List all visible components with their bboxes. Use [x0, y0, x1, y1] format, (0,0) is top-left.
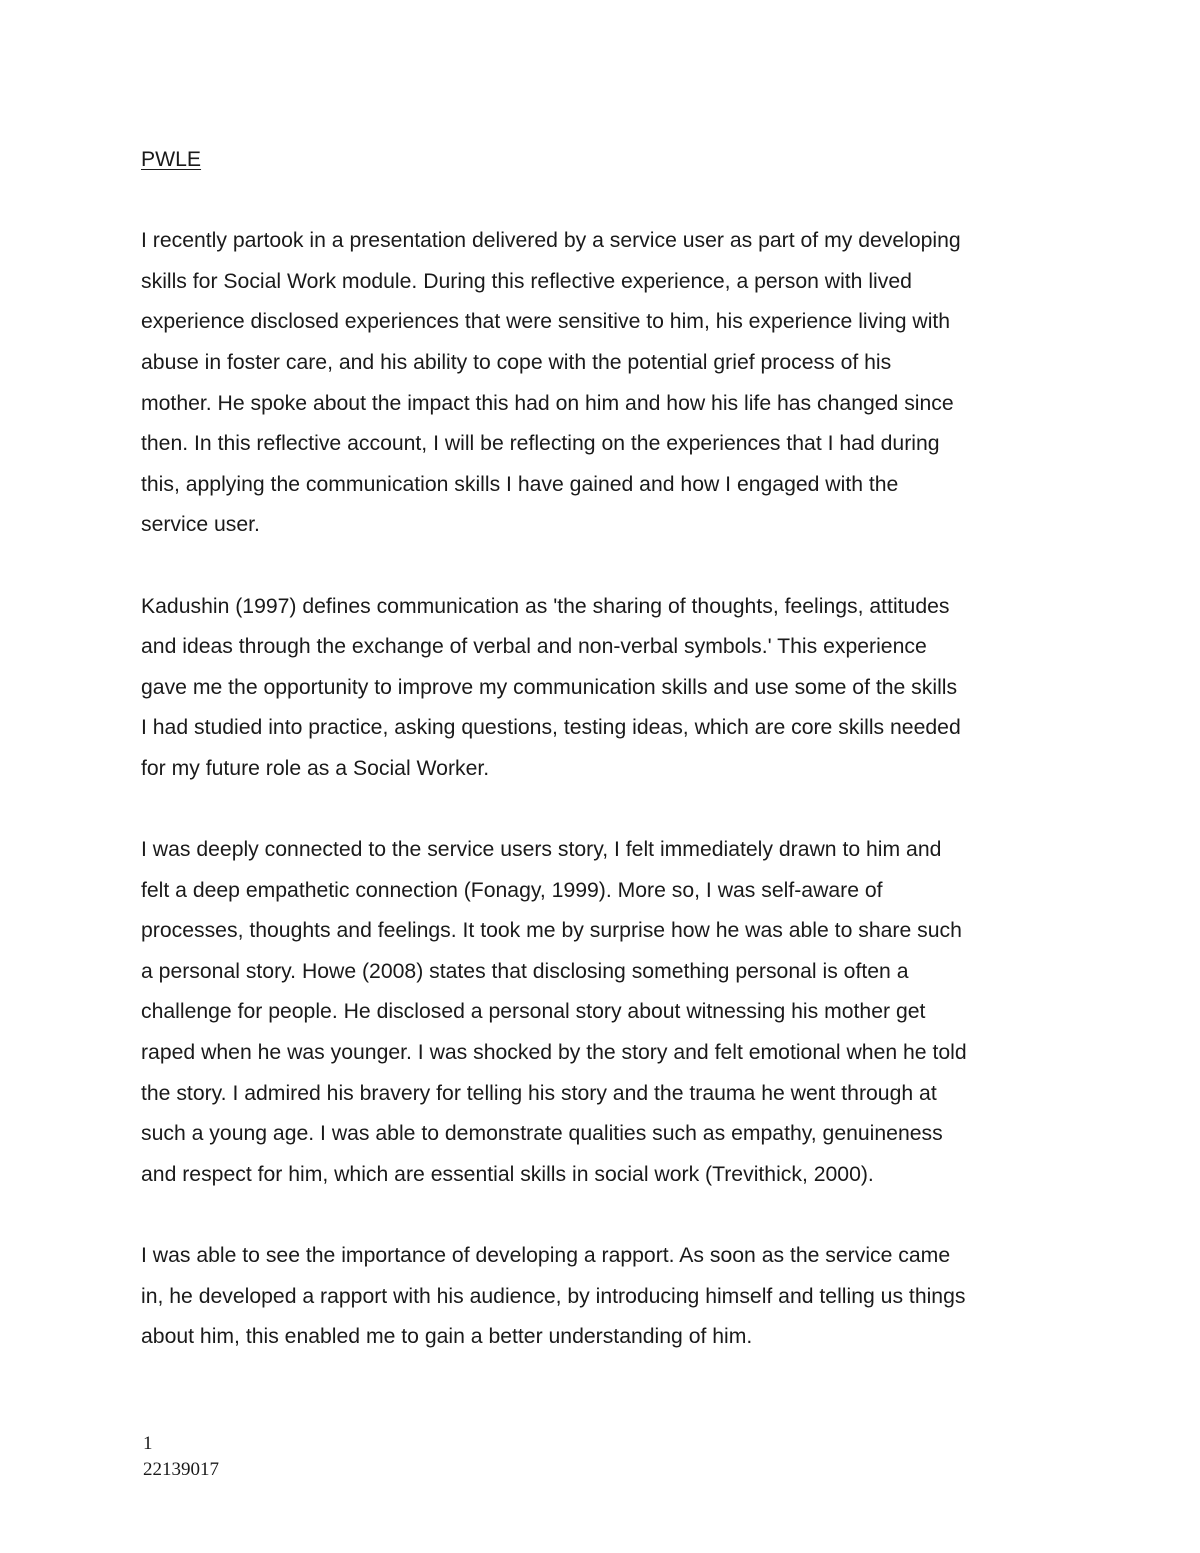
- text-line: raped when he was younger. I was shocked by the story and felt emotional when he told: [141, 1041, 967, 1065]
- text-line: mother. He spoke about the impact this had on him and how his life has changed since: [141, 391, 954, 415]
- text-line: then. In this reflective account, I will be reflecting on the experiences that I had during: [141, 432, 940, 456]
- text-line: I had studied into practice, asking questions, testing ideas, which are core skills needed: [141, 716, 961, 740]
- text-line: about him, this enabled me to gain a better understanding of him.: [141, 1325, 753, 1349]
- text-line: I was able to see the importance of developing a rapport. As soon as the service came: [141, 1244, 951, 1268]
- text-line: gave me the opportunity to improve my communication skills and use some of the skills: [141, 675, 958, 699]
- text-line: Kadushin (1997) defines communication as 'the sharing of thoughts, feelings, attitudes: [141, 594, 950, 618]
- paragraph-3: [141, 830, 1059, 1195]
- paragraph-4: [141, 1236, 1059, 1358]
- text-line: abuse in foster care, and his ability to cope with the potential grief process of his: [141, 350, 892, 374]
- text-line: skills for Social Work module. During this reflective experience, a person with lived: [141, 269, 912, 293]
- text-line: this, applying the communication skills I have gained and how I engaged with the: [141, 472, 899, 496]
- text-line: the story. I admired his bravery for telling his story and the trauma he went through at: [141, 1081, 937, 1105]
- document-title: PWLE: [141, 148, 202, 171]
- paragraph-1: [141, 221, 1059, 546]
- text-line: I recently partook in a presentation delivered by a service user as part of my developing: [141, 229, 961, 253]
- student-id: 22139017: [143, 1459, 219, 1480]
- text-line: service user.: [141, 513, 260, 537]
- text-line: and ideas through the exchange of verbal and non-verbal symbols.' This experience: [141, 635, 927, 659]
- text-line: such a young age. I was able to demonstrate qualities such as empathy, genuineness: [141, 1122, 943, 1146]
- paragraph-2: [141, 587, 1059, 790]
- text-line: experience disclosed experiences that were sensitive to him, his experience living with: [141, 310, 951, 334]
- text-line: felt a deep empathetic connection (Fonagy, 1999). More so, I was self-aware of: [141, 878, 883, 902]
- page-footer: [143, 1431, 219, 1483]
- text-line: in, he developed a rapport with his audience, by introducing himself and telling us things: [141, 1284, 966, 1308]
- text-line: a personal story. Howe (2008) states that disclosing something personal is often a: [141, 959, 909, 983]
- text-line: I was deeply connected to the service users story, I felt immediately drawn to him and: [141, 838, 942, 862]
- text-line: for my future role as a Social Worker.: [141, 756, 490, 780]
- text-line: processes, thoughts and feelings. It took me by surprise how he was able to share such: [141, 919, 962, 943]
- document-body: [141, 140, 1059, 1358]
- text-line: and respect for him, which are essential skills in social work (Trevithick, 2000).: [141, 1162, 874, 1186]
- text-line: challenge for people. He disclosed a personal story about witnessing his mother get: [141, 1000, 926, 1024]
- page-number: 1: [143, 1433, 153, 1454]
